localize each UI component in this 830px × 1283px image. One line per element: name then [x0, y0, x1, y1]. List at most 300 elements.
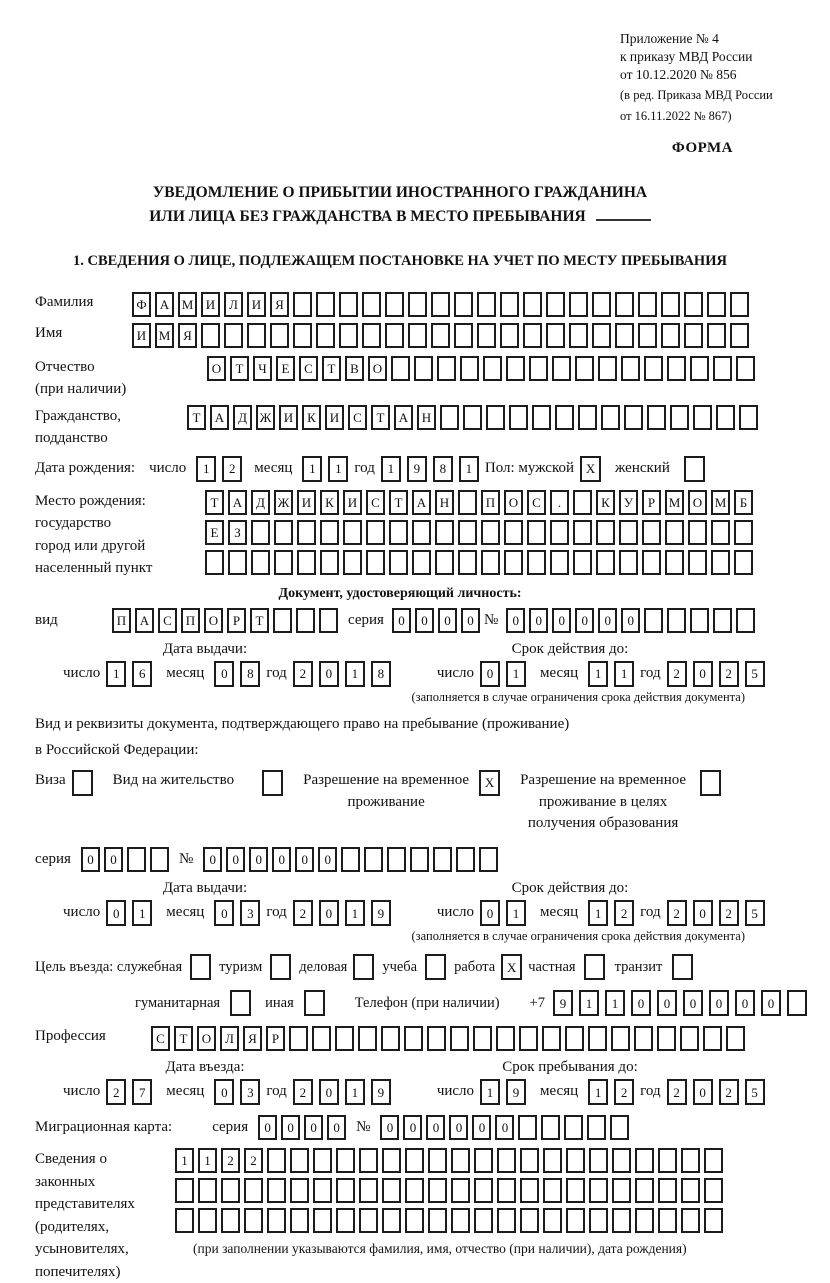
- char-box: 0: [761, 990, 781, 1016]
- form-title-line1: УВЕДОМЛЕНИЕ О ПРИБЫТИИ ИНОСТРАННОГО ГРАЖДАНИНА: [152, 183, 648, 201]
- identity-doc-series-boxes[interactable]: [392, 608, 484, 633]
- year-label: год: [266, 1083, 287, 1100]
- char-box: [474, 1208, 493, 1233]
- char-box: 1: [506, 900, 526, 926]
- year-label: год: [354, 460, 375, 477]
- permit-issue-day-boxes[interactable]: [106, 900, 158, 926]
- char-box: 0: [203, 847, 222, 872]
- char-box: [500, 292, 519, 317]
- char-box: [619, 520, 638, 545]
- char-box: 1: [588, 900, 608, 926]
- appendix-line: Приложение № 4: [620, 31, 719, 46]
- citizenship-boxes[interactable]: [187, 405, 762, 430]
- char-box: 0: [81, 847, 100, 872]
- char-box: 0: [529, 608, 548, 633]
- order-line: к приказу МВД России: [620, 48, 753, 64]
- char-box: [450, 1026, 469, 1051]
- char-box: [359, 1148, 378, 1173]
- permit-valid-month-boxes[interactable]: [588, 900, 640, 926]
- surname-boxes[interactable]: [132, 292, 753, 317]
- char-box: 2: [667, 900, 687, 926]
- char-box: В: [345, 356, 364, 381]
- permit-dates-headings: [35, 880, 765, 897]
- char-box: [527, 520, 546, 545]
- char-box: 0: [735, 990, 755, 1016]
- identity-issue-day-boxes[interactable]: [106, 661, 158, 687]
- purpose-other-checkbox[interactable]: [304, 990, 325, 1016]
- char-box: [672, 954, 693, 980]
- char-box: Т: [187, 405, 206, 430]
- char-box: [382, 1208, 401, 1233]
- char-box: [312, 1026, 331, 1051]
- char-box: [638, 292, 657, 317]
- char-box: [477, 323, 496, 348]
- char-box: С: [299, 356, 318, 381]
- permit-serial-field: [35, 847, 765, 872]
- char-box: [615, 323, 634, 348]
- identity-valid-month-boxes[interactable]: [588, 661, 640, 687]
- char-box: [736, 356, 755, 381]
- sex-male-checkbox[interactable]: [580, 456, 601, 482]
- char-box: [635, 1178, 654, 1203]
- permit-issue-year-boxes[interactable]: [293, 900, 397, 926]
- char-box: Ф: [132, 292, 151, 317]
- char-box: И: [343, 490, 362, 515]
- char-box: [587, 1115, 606, 1140]
- stay-month-boxes[interactable]: [588, 1079, 640, 1105]
- char-box: [610, 1115, 629, 1140]
- purpose-transit-checkbox[interactable]: [672, 954, 693, 980]
- char-box: [704, 1208, 723, 1233]
- migration-number-boxes[interactable]: [380, 1115, 633, 1140]
- name-boxes[interactable]: [132, 323, 753, 348]
- char-box: [316, 323, 335, 348]
- char-box: 0: [106, 900, 126, 926]
- purpose-official-checkbox[interactable]: [190, 954, 211, 980]
- edu-residence-label: Разрешение на временное проживание в целях получения образования: [520, 771, 687, 832]
- char-box: [385, 323, 404, 348]
- char-box: С: [151, 1026, 170, 1051]
- sex-female-checkbox[interactable]: [684, 456, 705, 482]
- char-box: 2: [719, 661, 739, 687]
- char-box: 0: [693, 1079, 713, 1105]
- char-box: [509, 405, 528, 430]
- representatives-note: (при заполнении указываются фамилия, имя, отчество (при наличии), дата рождения): [193, 1241, 687, 1257]
- char-box: [690, 356, 709, 381]
- char-box: [716, 405, 735, 430]
- char-box: [552, 356, 571, 381]
- identity-valid-year-boxes[interactable]: [667, 661, 771, 687]
- representatives-row3-boxes[interactable]: [175, 1208, 727, 1233]
- sex-label: Пол: мужской: [484, 460, 575, 477]
- birthplace-row1-boxes[interactable]: [205, 490, 757, 515]
- char-box: [381, 1026, 400, 1051]
- char-box: [359, 1208, 378, 1233]
- char-box: [543, 1178, 562, 1203]
- char-box: 1: [345, 1079, 365, 1105]
- char-box: [506, 356, 525, 381]
- char-box: [364, 847, 383, 872]
- permit-dates-values: [63, 900, 765, 926]
- char-box: [736, 608, 755, 633]
- year-label: год: [640, 904, 661, 921]
- char-box: [658, 1148, 677, 1173]
- char-box: [598, 356, 617, 381]
- char-box: 0: [552, 608, 571, 633]
- char-box: [230, 990, 251, 1016]
- char-box: [428, 1178, 447, 1203]
- char-box: Ж: [256, 405, 275, 430]
- char-box: К: [596, 490, 615, 515]
- char-box: [221, 1208, 240, 1233]
- char-box: И: [279, 405, 298, 430]
- year-label: год: [266, 665, 287, 682]
- permit-valid-year-boxes[interactable]: [667, 900, 771, 926]
- char-box: 8: [371, 661, 391, 687]
- char-box: [713, 356, 732, 381]
- char-box: 0: [631, 990, 651, 1016]
- char-box: [543, 1148, 562, 1173]
- char-box: 9: [506, 1079, 526, 1105]
- char-box: Е: [276, 356, 295, 381]
- char-box: [611, 1026, 630, 1051]
- char-box: 0: [249, 847, 268, 872]
- purpose-private-checkbox[interactable]: [584, 954, 605, 980]
- char-box: 0: [683, 990, 703, 1016]
- char-box: [566, 1178, 585, 1203]
- char-box: 2: [667, 661, 687, 687]
- char-box: А: [155, 292, 174, 317]
- char-box: [175, 1178, 194, 1203]
- char-box: Т: [250, 608, 269, 633]
- order-date-line: от 10.12.2020 № 856: [620, 66, 737, 82]
- purpose-label: Цель въезда: служебная: [35, 958, 183, 975]
- char-box: [569, 323, 588, 348]
- char-box: [221, 1178, 240, 1203]
- char-box: [387, 847, 406, 872]
- char-box: [267, 1148, 286, 1173]
- char-box: 0: [480, 661, 500, 687]
- char-box: 1: [328, 456, 348, 482]
- char-box: А: [412, 490, 431, 515]
- char-box: [150, 847, 169, 872]
- char-box: 0: [392, 608, 411, 633]
- char-box: 0: [506, 608, 525, 633]
- char-box: П: [481, 490, 500, 515]
- phone-label: Телефон (при наличии): [354, 994, 500, 1011]
- identity-issue-year-boxes[interactable]: [293, 661, 397, 687]
- char-box: 7: [132, 1079, 152, 1105]
- char-box: [481, 520, 500, 545]
- char-box: 0: [214, 661, 234, 687]
- permit-series-boxes[interactable]: [81, 847, 173, 872]
- char-box: [247, 323, 266, 348]
- char-box: 1: [106, 661, 126, 687]
- char-box: [661, 292, 680, 317]
- form-title-line2: ИЛИ ЛИЦА БЕЗ ГРАЖДАНСТВА В МЕСТО ПРЕБЫВАНИЯ: [35, 205, 765, 229]
- char-box: [460, 356, 479, 381]
- birthdate-label: Дата рождения:: [35, 460, 136, 477]
- char-box: 9: [371, 900, 391, 926]
- char-box: П: [112, 608, 131, 633]
- char-box: [564, 1115, 583, 1140]
- char-box: [267, 1208, 286, 1233]
- char-box: [201, 323, 220, 348]
- char-box: 0: [403, 1115, 422, 1140]
- char-box: С: [366, 490, 385, 515]
- char-box: А: [228, 490, 247, 515]
- char-box: [339, 323, 358, 348]
- profession-boxes[interactable]: [151, 1026, 749, 1051]
- char-box: [290, 1208, 309, 1233]
- char-box: А: [394, 405, 413, 430]
- char-box: [198, 1178, 217, 1203]
- char-box: [573, 520, 592, 545]
- char-box: Б: [734, 490, 753, 515]
- char-box: [273, 608, 292, 633]
- char-box: [543, 1208, 562, 1233]
- char-box: [389, 520, 408, 545]
- identity-dates-note: (заполняется в случае ограничения срока действия документа): [411, 689, 745, 704]
- permit-number-boxes[interactable]: [203, 847, 502, 872]
- char-box: 0: [214, 900, 234, 926]
- char-box: 0: [295, 847, 314, 872]
- char-box: М: [178, 292, 197, 317]
- char-box: 2: [719, 900, 739, 926]
- char-box: [404, 1026, 423, 1051]
- char-box: [734, 550, 753, 575]
- char-box: [385, 292, 404, 317]
- char-box: [382, 1148, 401, 1173]
- sex-female-label: женский: [615, 460, 670, 477]
- char-box: С: [158, 608, 177, 633]
- char-box: [408, 292, 427, 317]
- title-underline: [596, 205, 651, 221]
- char-box: [730, 292, 749, 317]
- char-box: [425, 954, 446, 980]
- day-label: число: [436, 1083, 475, 1100]
- char-box: [500, 323, 519, 348]
- char-box: [362, 323, 381, 348]
- day-label: число: [149, 460, 187, 477]
- char-box: [408, 323, 427, 348]
- char-box: О: [688, 490, 707, 515]
- char-box: [688, 520, 707, 545]
- stay-day-boxes[interactable]: [480, 1079, 532, 1105]
- char-box: М: [711, 490, 730, 515]
- char-box: [339, 292, 358, 317]
- char-box: [175, 1208, 194, 1233]
- purpose-tourism-checkbox[interactable]: [270, 954, 291, 980]
- char-box: З: [228, 520, 247, 545]
- permit-issue-heading: Дата выдачи:: [162, 880, 248, 897]
- char-box: [458, 550, 477, 575]
- purpose-humanitarian-label: гуманитарная: [135, 994, 221, 1011]
- char-box: 0: [426, 1115, 445, 1140]
- char-box: 0: [598, 608, 617, 633]
- revision-date-line: от 16.11.2022 № 867): [620, 108, 732, 123]
- char-box: [320, 520, 339, 545]
- revision-line: (в ред. Приказа МВД России: [620, 88, 773, 103]
- day-label: число: [63, 904, 101, 921]
- permit-dates-note: (заполняется в случае ограничения срока действия документа): [411, 929, 745, 944]
- birthdate-day-boxes[interactable]: [196, 456, 248, 482]
- char-box: [474, 1148, 493, 1173]
- char-box: Л: [220, 1026, 239, 1051]
- char-box: К: [302, 405, 321, 430]
- birthdate-month-boxes[interactable]: [302, 456, 354, 482]
- char-box: .: [550, 490, 569, 515]
- entry-year-boxes[interactable]: [293, 1079, 397, 1105]
- char-box: Р: [227, 608, 246, 633]
- char-box: О: [204, 608, 223, 633]
- char-box: 9: [553, 990, 573, 1016]
- permit-issue-month-boxes[interactable]: [214, 900, 266, 926]
- char-box: [293, 292, 312, 317]
- char-box: [359, 1178, 378, 1203]
- char-box: [589, 1178, 608, 1203]
- char-box: М: [155, 323, 174, 348]
- char-box: [405, 1208, 424, 1233]
- char-box: [270, 954, 291, 980]
- char-box: [244, 1208, 263, 1233]
- birthplace-row2-boxes[interactable]: [205, 520, 757, 545]
- patronymic-boxes[interactable]: [207, 356, 759, 381]
- char-box: [787, 990, 807, 1016]
- char-box: А: [135, 608, 154, 633]
- char-box: [458, 520, 477, 545]
- char-box: [647, 405, 666, 430]
- char-box: [658, 1178, 677, 1203]
- temp-residence-label: Разрешение на временное проживание: [303, 771, 470, 810]
- char-box: Р: [266, 1026, 285, 1051]
- char-box: [290, 1178, 309, 1203]
- char-box: [642, 550, 661, 575]
- purpose-study-label: учеба: [382, 958, 418, 975]
- char-box: [497, 1178, 516, 1203]
- char-box: [565, 1026, 584, 1051]
- char-box: [428, 1148, 447, 1173]
- char-box: [550, 550, 569, 575]
- permit-series-label: серия: [35, 850, 71, 867]
- phone-boxes[interactable]: [553, 990, 813, 1016]
- char-box: [244, 1178, 263, 1203]
- char-box: [389, 550, 408, 575]
- char-box: 2: [719, 1079, 739, 1105]
- identity-valid-day-boxes[interactable]: [480, 661, 532, 687]
- char-box: [486, 405, 505, 430]
- char-box: Я: [270, 292, 289, 317]
- purpose-study-checkbox[interactable]: [425, 954, 446, 980]
- char-box: 0: [226, 847, 245, 872]
- char-box: 1: [588, 661, 608, 687]
- purpose-business-label: деловая: [299, 958, 348, 975]
- char-box: [542, 1026, 561, 1051]
- birthplace-row3-boxes[interactable]: [205, 550, 757, 575]
- birthdate-field: [35, 456, 765, 482]
- purpose-humanitarian-checkbox[interactable]: [230, 990, 251, 1016]
- char-box: Я: [178, 323, 197, 348]
- char-box: [658, 1208, 677, 1233]
- edu-residence-checkbox[interactable]: [700, 770, 721, 796]
- identity-issue-month-boxes[interactable]: [214, 661, 266, 687]
- char-box: [313, 1148, 332, 1173]
- char-box: [410, 847, 429, 872]
- surname-label: Фамилия: [35, 293, 94, 310]
- char-box: [681, 1148, 700, 1173]
- char-box: [319, 608, 338, 633]
- residence-permit-label: Вид на жительство: [112, 771, 235, 788]
- entry-month-boxes[interactable]: [214, 1079, 266, 1105]
- char-box: [313, 1208, 332, 1233]
- char-box: [251, 520, 270, 545]
- char-box: [428, 1208, 447, 1233]
- char-box: [615, 292, 634, 317]
- char-box: Т: [389, 490, 408, 515]
- char-box: [412, 550, 431, 575]
- birthplace-label: Место рождения: государство город или другой населенный пункт: [35, 492, 153, 577]
- month-label: месяц: [540, 665, 579, 682]
- surname-field: [35, 292, 765, 317]
- char-box: [414, 356, 433, 381]
- char-box: [704, 1178, 723, 1203]
- visa-checkbox[interactable]: [72, 770, 93, 796]
- char-box: Ч: [253, 356, 272, 381]
- char-box: [711, 550, 730, 575]
- char-box: 0: [214, 1079, 234, 1105]
- char-box: [519, 1026, 538, 1051]
- char-box: [532, 405, 551, 430]
- purpose-work-label: работа: [454, 958, 496, 975]
- identity-doc-heading: Документ, удостоверяющий личность:: [278, 585, 522, 601]
- char-box: [657, 1026, 676, 1051]
- purpose-work-checkbox[interactable]: [501, 954, 522, 980]
- char-box: И: [325, 405, 344, 430]
- char-box: [592, 292, 611, 317]
- temp-residence-checkbox[interactable]: [479, 770, 500, 796]
- identity-doc-type-boxes[interactable]: [112, 608, 342, 633]
- char-box: 0: [693, 661, 713, 687]
- char-box: [336, 1208, 355, 1233]
- char-box: [693, 405, 712, 430]
- char-box: 9: [371, 1079, 391, 1105]
- char-box: [589, 1208, 608, 1233]
- char-box: [358, 1026, 377, 1051]
- residence-permit-checkbox[interactable]: [262, 770, 283, 796]
- representatives-row2-boxes[interactable]: [175, 1178, 727, 1203]
- char-box: И: [247, 292, 266, 317]
- char-box: [479, 847, 498, 872]
- char-box: 0: [318, 847, 337, 872]
- birthdate-year-boxes[interactable]: [381, 456, 485, 482]
- identity-doc-number-boxes[interactable]: [506, 608, 759, 633]
- char-box: [353, 954, 374, 980]
- char-box: 1: [345, 900, 365, 926]
- representatives-boxes-col: [175, 1148, 727, 1257]
- stay-year-boxes[interactable]: [667, 1079, 771, 1105]
- representatives-row1-boxes[interactable]: [175, 1148, 727, 1173]
- char-box: 0: [495, 1115, 514, 1140]
- char-box: [642, 520, 661, 545]
- char-box: [270, 323, 289, 348]
- form-title: [35, 181, 765, 229]
- entry-day-boxes[interactable]: [106, 1079, 158, 1105]
- permit-valid-day-boxes[interactable]: [480, 900, 532, 926]
- migration-series-boxes[interactable]: [258, 1115, 350, 1140]
- char-box: 2: [614, 900, 634, 926]
- char-box: [481, 550, 500, 575]
- purpose-business-checkbox[interactable]: [353, 954, 374, 980]
